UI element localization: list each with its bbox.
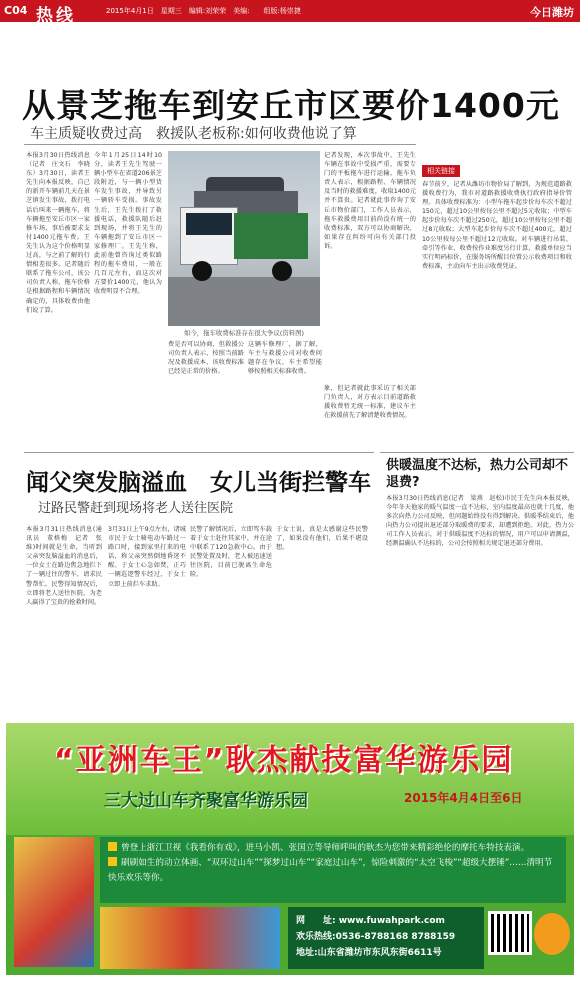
story1-column: 记者发现，本次事故中，王先生车辆在事故中受损严重，需要专门的平板拖车进行运输。拖车负责人表示，根据路程、车辆情况及当时的救援难度，收取1400元并不算贵。记者就此事咨询了安丘市物价部门，工作人员表示，拖车救援费用目前尚没有统一的收费标准，双方可以协商解决，如果存在纠纷可向有关部门投诉。 — [324, 152, 416, 250]
ad-date: 2015年4月4日至6日 — [404, 791, 523, 805]
story2-column: 本报3月31日热线消息(通讯员 董格梅 记者 张维)时间就是生命，当听到父亲突发脑溢血的消息后，一位女士在路边焦急地拦下了一辆过往的警车，请求民警帮忙。民警得知情况后，立即将老人送往医院，为老人赢得了宝贵的抢救时间。 — [26, 526, 102, 606]
bullet-icon — [108, 842, 117, 851]
page-number: C04 — [4, 4, 28, 17]
qr-code-icon — [488, 911, 532, 955]
ad-address: 地址:山东省潍坊市东风东街6611号 — [296, 948, 442, 958]
bullet-icon — [108, 857, 117, 866]
story2-column: 于女士说，真是太感谢这些民警了，如果没有他们，后果不堪设想。 — [276, 526, 368, 552]
masthead — [0, 0, 580, 26]
ad-line: 曾登上浙江卫视《我看你有戏》，进马小凯、张国立等导师呼叫的耿杰为您带来精彩绝伦的摩托车特技表演。 — [121, 843, 530, 853]
advertisement[interactable] — [6, 723, 574, 975]
related-links-box — [422, 158, 572, 434]
story1-column: 今年1月25日14时10分，读者王先生驾驶一辆小型车在省道206景芝段附近，与一辆小型货车发生事故，并导致另一辆轿车受损。事故发生后，王先生拨打了救援电话，救援队随后赶到现场，并将王先生的车辆拖到了安丘市区一家修理厂。王先生称，此前他曾咨询过类似路程的拖车费用，一般在几百元左右，而这次对方要价1400元，他认为收费明显不合理。 — [94, 152, 162, 296]
date-line: 2015年4月1日 星期三 编辑:刘荣荣 美编: 组版:杨崇捷 — [106, 7, 301, 15]
story1-headline[interactable]: 从景芝拖车到安丘市区要价1400元 — [22, 86, 560, 125]
divider — [24, 452, 374, 453]
story1-column: 本报3月30日热线消息（记者 庄文石 李晓东）3月30日，读者王先生向本报反映，自己的新开车辆前几天在景芝镇发生事故，拨打电话后叫来一辆拖车，将车辆拖至安丘市区一家修车场，事后被要求支付1400元拖车费。王先生认为这个价格明显过高，与之前了解的行情相差很多。记者随后联系了拖车公司，该公司负责人称，拖车价格是根据路程和车辆情况确定的，具体收费由他们说了算。 — [26, 152, 90, 314]
story3-headline[interactable]: 供暖温度不达标，热力公司却不退费? — [386, 458, 569, 490]
ad-contact — [288, 907, 484, 969]
story1-column: 费是否可以协商，但救援公司负责人表示，按照当前路况及救援成本，该收费标准已经是正常的价格。 — [168, 341, 244, 376]
ad-photo — [14, 837, 94, 967]
story3-body: 本报3月30日热线消息(记者 梁燕 赵松)市民王先生向本报反映，今年冬天他家的暖气温度一直不达标，室内温度最高也就十几度，他多次向热力公司反映，但问题始终没有得到解决。供暖季结束后，他向热力公司提出退还部分取暖费的要求，却遭到拒绝。对此，热力公司工作人员表示，对于供暖温度不达标的情况，用户可以申请测温，经测温确认不达标的，公司会按照相关规定退还部分费用。 — [386, 495, 574, 548]
brand-logo: 今日潍坊 — [530, 6, 574, 19]
photo-caption: 如今，拖车收费标准存在很大争议(资料图) — [183, 329, 305, 337]
section-title: 热线 — [36, 6, 76, 26]
story2-column: 3月31日上午9点左右，诸城市民于女士骑电动车路过一路口时，接到家里打来的电话，称父亲突然倒地昏迷不醒。于女士心急如焚，正巧一辆巡逻警车经过，于女士立即上前拦车求助。 — [108, 526, 186, 588]
ad-photo — [100, 907, 280, 969]
ad-subtitle: 三大过山车齐聚富华游乐园 — [104, 791, 308, 811]
story2-column: 民警了解情况后，立即驾车载着于女士赶往其家中，并在途中联系了120急救中心。由于民警处置及时，老人被迅速送往医院，目前已脱离生命危险。 — [190, 526, 272, 579]
park-logo — [534, 913, 570, 955]
story1-subhead: 车主质疑收费过高 救援队老板称:如何收费他说了算 — [30, 126, 357, 142]
related-text: 春节前夕，记者从潍坊市物价局了解到，为规范道路救援收费行为，我市对道路救援收费执行政府指导价管理。具体收费标准为：小型车拖车起步价每车次不超过150元，超过10公里按每公里不超过5元收取；中型车起步价每车次不超过250元，超过10公里按每公里不超过8元收取；大型车起步价每车次不超过400元，超过10公里按每公里不超过12元收取。对车辆进行吊装、牵引等作业，收费按作业难度另行计算，救援单位应当实行明码标价，在服务场所醒目位置公示收费项目和收费标准，主动向车主出示收费凭证。 — [422, 181, 572, 270]
related-tag: 相关链接 — [422, 165, 460, 177]
ad-website[interactable]: 网 址: www.fuwahpark.com — [296, 916, 445, 926]
ad-phone: 欢乐热线:0536-8788168 8788159 — [296, 932, 456, 942]
story1-column: 这辆车修理厂，据了解，车主与救援公司对收费问题存在争议，车主希望能够按照相关标准收费。 — [248, 341, 322, 376]
ad-line: 刷刷如生的动立体画、“双环过山车”“探梦过山车”“家庭过山车”，惊险刺激的“太空飞梭”“超级大摆锤”……清明节快乐欢乐等你。 — [108, 858, 553, 883]
divider — [380, 452, 574, 453]
story1-column: 象，但记者就此事采访了相关部门负责人，对方表示目前道路救援收费暂无统一标准，建议车主在救援前先了解清楚收费情况。 — [324, 385, 416, 420]
story2-subhead: 过路民警赶到现场将老人送往医院 — [38, 501, 234, 516]
divider — [24, 144, 416, 145]
story2-headline[interactable]: 闻父突发脑溢血 女儿当街拦警车 — [26, 470, 371, 496]
tow-truck-photo — [168, 151, 320, 326]
ad-title: “亚洲车王”耿杰献技富华游乐园 — [54, 743, 514, 778]
ad-feature-box — [100, 837, 566, 903]
